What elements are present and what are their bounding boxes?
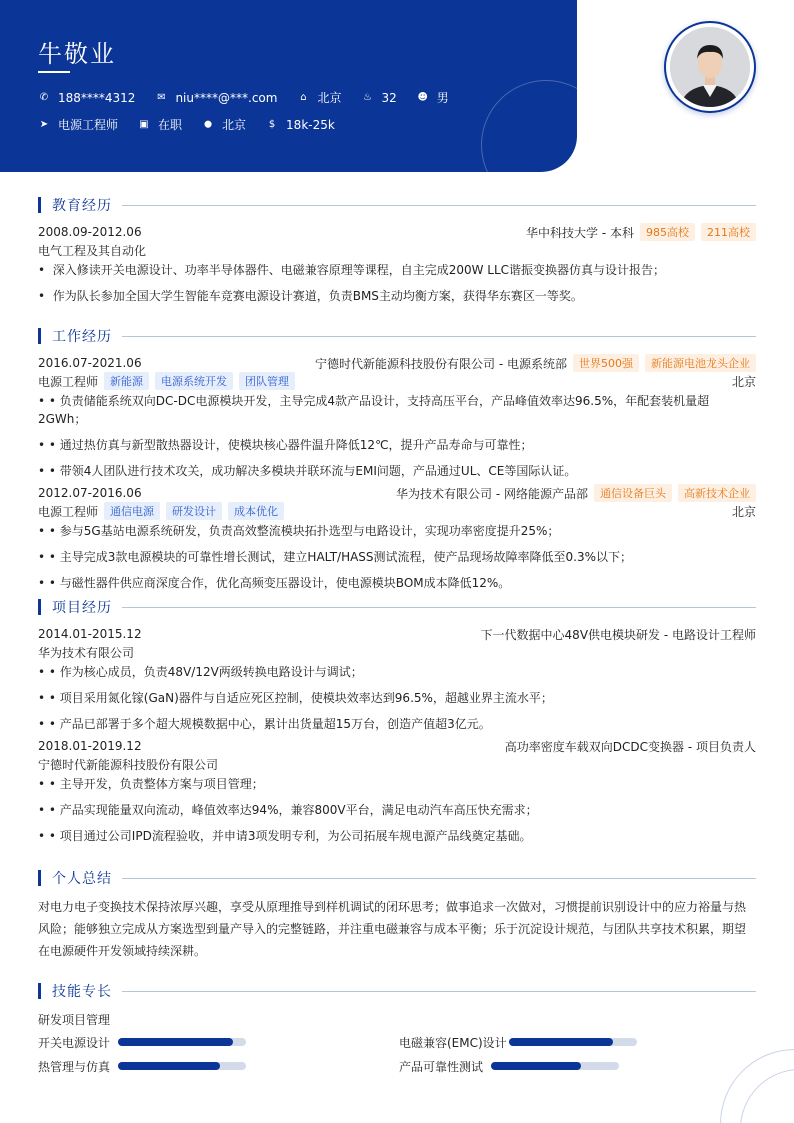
job-head-row <box>38 354 756 372</box>
school-tag: 211高校 <box>701 223 756 241</box>
section-title: 个人总结 <box>52 871 112 887</box>
job-date: 2016.07-2021.06 <box>38 356 142 370</box>
list-item: • • 项目通过公司IPD流程验收，并申请3项发明专利，为公司拓展车规电源产品线奠定基础。 <box>38 829 532 843</box>
skill-tag: 电源系统开发 <box>155 372 233 390</box>
project-title-row <box>38 598 756 616</box>
avatar-portrait-icon <box>670 27 750 107</box>
skill-label: 产品可靠性测试 <box>399 1059 484 1074</box>
name-underline <box>38 71 70 73</box>
list-item: • • 作为核心成员，负责48V/12V两级转换电路设计与调试； <box>38 665 363 679</box>
job-role: 电源工程师 <box>38 374 99 389</box>
phone-icon: ✆ <box>39 91 49 103</box>
job-role-group <box>38 372 295 390</box>
skill-bar-fill <box>118 1038 233 1046</box>
education-title-row <box>38 196 756 214</box>
project-name: 高功率密度车载双向DCDC变换器 - 项目负责人 <box>504 739 756 754</box>
education-major: 电气工程及其自动化 <box>38 243 147 258</box>
location-icon: ⬤ <box>204 120 212 128</box>
summary-title-row <box>38 869 756 887</box>
project-head-row <box>38 737 756 755</box>
header-decor-circle <box>481 80 577 172</box>
summary-section <box>38 869 756 962</box>
send-icon: ➤ <box>39 118 49 130</box>
section-divider <box>122 205 756 206</box>
section-title: 教育经历 <box>52 198 112 214</box>
hometown-item <box>297 89 341 106</box>
work-title-row <box>38 327 756 345</box>
section-marker <box>38 328 41 344</box>
education-major-row <box>38 241 756 259</box>
school-tag: 985高校 <box>640 223 695 241</box>
salary-item <box>266 118 335 132</box>
skill-label: 电磁兼容(EMC)设计 <box>399 1035 507 1050</box>
list-item: • • 主导完成3款电源模块的可靠性增长测试，建立HALT/HASS测试流程，使产品现场故障率降低至0.3%以下； <box>38 550 633 564</box>
job-role-group <box>38 502 284 520</box>
phone-item <box>38 91 135 105</box>
job-date: 2012.07-2016.06 <box>38 486 142 500</box>
skills-section <box>38 982 756 1076</box>
avatar <box>670 27 750 107</box>
status-text: 在职 <box>158 118 183 132</box>
skills-grid <box>38 1032 756 1076</box>
skill-tag: 通信电源 <box>104 502 160 520</box>
section-title: 技能专长 <box>52 984 112 1000</box>
job-company: 宁德时代新能源科技股份有限公司 - 电源系统部 <box>315 356 567 371</box>
email-text: niu****@***.com <box>175 90 278 105</box>
job-company-group <box>396 484 756 502</box>
section-title: 项目经历 <box>52 600 112 616</box>
job-target-item <box>38 116 118 133</box>
location-item <box>202 116 246 133</box>
hometown-text: 北京 <box>317 91 342 105</box>
section-divider <box>122 991 756 992</box>
skill-tag: 团队管理 <box>239 372 295 390</box>
job-role: 电源工程师 <box>38 504 99 519</box>
project-date: 2018.01-2019.12 <box>38 739 142 753</box>
gender-icon: ☻ <box>417 91 428 103</box>
email-item <box>155 91 277 105</box>
project-org: 华为技术有限公司 <box>38 645 135 660</box>
company-tag: 世界500强 <box>573 354 639 372</box>
skill-bar-fill <box>509 1038 613 1046</box>
job-head-row <box>38 484 756 502</box>
skill-bar <box>491 1062 619 1070</box>
project-section <box>38 598 756 845</box>
job-company-group <box>315 354 756 372</box>
company-tag: 新能源电池龙头企业 <box>645 354 756 372</box>
list-item: • • 负责储能系统双向DC-DC电源模块开发，主导完成4款产品设计，支持高压平台，产品峰值效率达96.5%，年配套装机量超2GWh； <box>38 394 710 426</box>
list-item: • 作为队长参加全国大学生智能车竞赛电源设计赛道，负责BMS主动均衡方案，获得华东赛区一等奖。 <box>38 289 583 303</box>
section-divider <box>122 878 756 879</box>
job-role-row <box>38 372 756 390</box>
skill-item <box>399 1056 637 1076</box>
work-section <box>38 327 756 592</box>
project-date: 2014.01-2015.12 <box>38 627 142 641</box>
project-org: 宁德时代新能源科技股份有限公司 <box>38 757 219 772</box>
company-tag: 高新技术企业 <box>678 484 756 502</box>
job-city: 北京 <box>731 504 756 519</box>
skills-subtitle: 研发项目管理 <box>38 1012 111 1027</box>
salary-icon: $ <box>268 118 276 130</box>
skills-title-row <box>38 982 756 1000</box>
job-company: 华为技术有限公司 - 网络能源产品部 <box>396 486 588 501</box>
phone-text: 188****4312 <box>58 90 136 105</box>
skill-item <box>399 1032 637 1052</box>
education-date: 2008.09-2012.06 <box>38 225 142 239</box>
project-name: 下一代数据中心48V供电模块研发 - 电路设计工程师 <box>480 627 756 642</box>
job-role-row <box>38 502 756 520</box>
skill-item <box>38 1032 399 1052</box>
list-item: • • 项目采用氮化镓(GaN)器件与自适应死区控制，使模块效率达到96.5%，超越业界主流水平； <box>38 691 553 705</box>
skill-bar-fill <box>118 1062 220 1070</box>
section-title: 工作经历 <box>52 329 112 345</box>
gender-item <box>417 89 449 106</box>
salary-text: 18k-25k <box>286 117 335 132</box>
skill-tag: 成本优化 <box>228 502 284 520</box>
skill-bar-fill <box>491 1062 581 1070</box>
contact-row-2 <box>38 116 355 133</box>
gender-text: 男 <box>436 91 449 105</box>
section-marker <box>38 870 41 886</box>
project-head-row <box>38 625 756 643</box>
list-item: • 深入修读开关电源设计、功率半导体器件、电磁兼容原理等课程，自主完成200W LLC谐振变换器仿真与设计报告； <box>38 263 666 277</box>
age-item <box>361 91 396 105</box>
status-icon: ▣ <box>139 118 149 130</box>
skill-tag: 研发设计 <box>166 502 222 520</box>
list-item: • • 主导开发，负责整体方案与项目管理； <box>38 777 264 791</box>
candidate-name: 牛敬业 <box>38 40 116 68</box>
contact-row-1 <box>38 89 469 106</box>
list-item: • • 参与5G基站电源系统研发，负责高效整流模块拓扑选型与电路设计，实现功率密度提升25%； <box>38 524 560 538</box>
list-item: • • 通过热仿真与新型散热器设计，使模块核心器件温升降低12℃，提升产品寿命与可靠性； <box>38 438 533 452</box>
project-org-row <box>38 755 756 773</box>
list-item: • • 带领4人团队进行技术攻关，成功解决多模块并联环流与EMI问题，产品通过UL、CE等国际认证。 <box>38 464 577 478</box>
education-school-group <box>526 223 756 241</box>
education-head-row <box>38 223 756 241</box>
project-org-row <box>38 643 756 661</box>
skills-column-right <box>399 1032 637 1076</box>
location-text: 北京 <box>222 118 247 132</box>
skill-tag: 新能源 <box>104 372 149 390</box>
skill-bar <box>118 1038 246 1046</box>
skills-subtitle-row <box>38 1010 756 1028</box>
section-marker <box>38 197 41 213</box>
avatar-frame <box>664 21 756 113</box>
section-divider <box>122 336 756 337</box>
skill-item <box>38 1056 399 1076</box>
header-banner <box>0 0 577 172</box>
summary-text: 对电力电子变换技术保持浓厚兴趣，享受从原理推导到样机调试的闭环思考；做事追求一次做对，习惯提前识别设计中的应力裕量与热风险；能够独立完成从方案选型到量产导入的完整链路，并注重电磁兼容与成本平衡；乐于沉淀设计规范，与团队共享技术积累，期望在电源硬件开发领域持续深耕。 <box>38 900 747 958</box>
section-divider <box>122 607 756 608</box>
education-section <box>38 196 756 305</box>
skill-label: 热管理与仿真 <box>38 1059 111 1074</box>
list-item: • • 产品已部署于多个超大规模数据中心，累计出货量超15万台，创造产值超3亿元。 <box>38 717 491 731</box>
section-marker <box>38 599 41 615</box>
age-text: 32 <box>381 90 397 105</box>
home-icon: ⌂ <box>300 91 307 103</box>
cake-icon: ♨ <box>362 91 372 103</box>
job-target-text: 电源工程师 <box>58 118 119 132</box>
education-school: 华中科技大学 - 本科 <box>526 225 634 240</box>
section-marker <box>38 983 41 999</box>
skill-bar <box>118 1062 246 1070</box>
skill-label: 开关电源设计 <box>38 1035 111 1050</box>
skills-column-left <box>38 1032 399 1076</box>
mail-icon: ✉ <box>157 91 166 103</box>
company-tag: 通信设备巨头 <box>594 484 672 502</box>
skill-bar <box>509 1038 637 1046</box>
job-city: 北京 <box>731 374 756 389</box>
status-item <box>138 116 182 133</box>
list-item: • • 产品实现能量双向流动，峰值效率达94%，兼容800V平台，满足电动汽车高压快充需求； <box>38 803 538 817</box>
list-item: • • 与磁性器件供应商深度合作，优化高频变压器设计，使电源模块BOM成本降低12%。 <box>38 576 511 590</box>
